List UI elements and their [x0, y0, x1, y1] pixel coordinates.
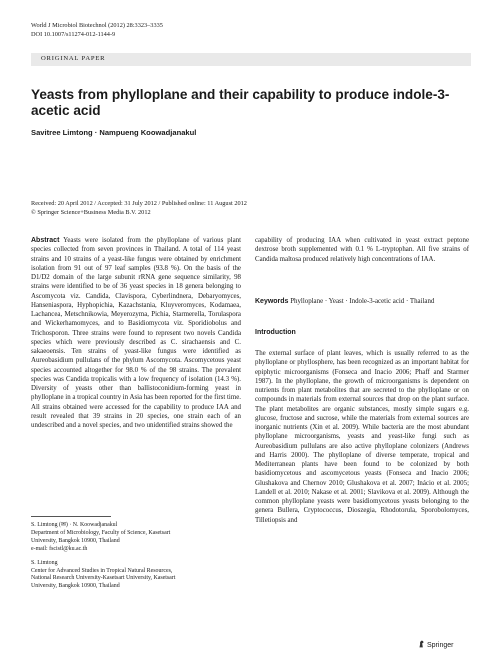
author-affiliations: [31, 522, 241, 591]
doi-line: DOI 10.1007/s11274-012-1144-9: [31, 31, 116, 38]
publisher-mark: [418, 640, 453, 649]
publisher-name: Springer: [427, 642, 454, 649]
footnote-line: Center for Advanced Studies in Tropical Natural Resources,: [31, 567, 173, 574]
keywords-label: Keywords: [255, 298, 289, 305]
footnote-line: S. Limtong (✉) · N. Koowadjanakul: [31, 522, 118, 528]
springer-horse-icon: [418, 640, 425, 648]
publication-dates: [31, 199, 471, 217]
section-band: [31, 53, 471, 66]
abstract-text: Yeasts were isolated from the phylloplane of various plant species collected from seven provinces in Thailand. A total of 114 yeast strains and 10 strains of a yeast-like fungus were obtained by enrichment isolation from 91 out of 97 leaf samples (93.8 %). On the basis of the D1/D2 domain of the large subunit rRNA gene sequence similarity, 98 strains were identified to be of 36 yeast species in 18 genera belonging to Ascomycota viz. Candida, Clavispora, Cyberlindnera, Debaryomyces, Hanseniaspora, Hyphopichia, Kazachstania, Kluyveromyces, Kodamaea, Lachancea, Metschnikowia, Meyerozyma, Pichia, Starmerella, Torulaspora and Wickerhamomyces, and to Basidiomycota viz. Sporidiobolus and Trichosporon. Three strains were found to represent two novels Candida species which were previously described as C. sirachaensis and C. sakaeoensis. Ten strains of yeast-like fungus were identified as Aureobasidium pullulans of the phylum Ascomycota. Ascomycetous yeast species accounted altogether for 98.0 % of the 98 strains. The prevalent species was Candida tropicalis with a low frequency of isolation (14.3 %). Diversity of yeasts other than ballistoconidium-forming yeast in phylloplane in a tropical country in Asia has been reported for the first time. All strains obtained were accessed for the capability to produce IAA and result revealed that 39 strains in 20 species, one strain each of an undescribed and a novel species, and two unidentified strains showed the: [31, 237, 241, 429]
journal-citation: [31, 21, 331, 39]
introduction-text: The external surface of plant leaves, which is usually referred to as the phylloplane or phyllosphere, has been recognized as an important habitat for epiphytic microorganisms (Fonseca and Inacio 2006; Phaff and Starmer 1987). In the phylloplane, the growth of microorganisms is dependent on nutrients from plant metabolites that are secreted to the phylloplane or on compounds in materials from external sources that drop on the plant surface. The plant metabolites are organic substances, mostly simple sugars e.g. glucose, fructose and sucrose, while the materials from external sources are inorganic nutrients (Xin et al. 2009). While bacteria are the most abundant phylloplane microorganisms, yeasts and yeast-like fungi such as Aureobasidium pullulans are also active phylloplane colonizers (Andrews and Harris 2000). The phylloplane of diverse temperate, tropical and Mediterranean plants have been found to be colonized by both basidiomycetous and ascomycetous yeasts (Fonseca and Inacio 2006; Glushakova and Chernov 2010; Glushakova et al. 2007; Inácio et al. 2005; Landell et al. 2010; Nakase et al. 2001; Slavikova et al. 2009). Although the common phylloplane yeasts were basidiomycetous yeasts belonging to the genera Bullera, Cryptococcus, Dioszegia, Rhodotorula, Sporobolomyces, Tilletiopsis and: [255, 350, 469, 524]
copyright-line: © Springer Science+Business Media B.V. 2012: [31, 209, 151, 216]
footnote-line: Department of Microbiology, Faculty of Science, Kasetsart: [31, 529, 171, 536]
footnote-divider: [31, 516, 111, 517]
footnote-line: S. Limtong: [31, 559, 58, 566]
keywords: [255, 297, 469, 306]
abstract-continued: capability of producing IAA when cultivated in yeast extract peptone dextrose broth supplemented with 0.1 % L-tryptophan. All five strains of Candida maltosa produced relatively high concentrations of IAA.: [255, 237, 469, 263]
article-title: Yeasts from phylloplane and their capability to produce indole-3-acetic acid: [31, 87, 450, 118]
footnote-line: National Research University-Kasetsart University, Kasetsart: [31, 575, 176, 582]
abstract-label: Abstract: [31, 237, 60, 244]
footnote-line: e-mail: fscistl@ku.ac.th: [31, 545, 88, 552]
footnote-line: University, Bangkok 10900, Thailand: [31, 537, 120, 544]
introduction-heading: Introduction: [255, 329, 296, 336]
section-label: ORIGINAL PAPER: [41, 55, 106, 62]
abstract: [31, 236, 241, 430]
footnote-line: University, Bangkok 10900, Thailand: [31, 583, 120, 590]
received-line: Received: 20 April 2012 / Accepted: 31 July 2012 / Published online: 11 August 2012: [31, 200, 247, 207]
keywords-text: Phylloplane · Yeast · Indole-3-acetic acid · Thailand: [290, 298, 435, 305]
article-authors: Savitree Limtong · Nampueng Koowadjanakul: [31, 128, 197, 137]
journal-line: World J Microbiol Biotechnol (2012) 28:3323–3335: [31, 22, 163, 29]
